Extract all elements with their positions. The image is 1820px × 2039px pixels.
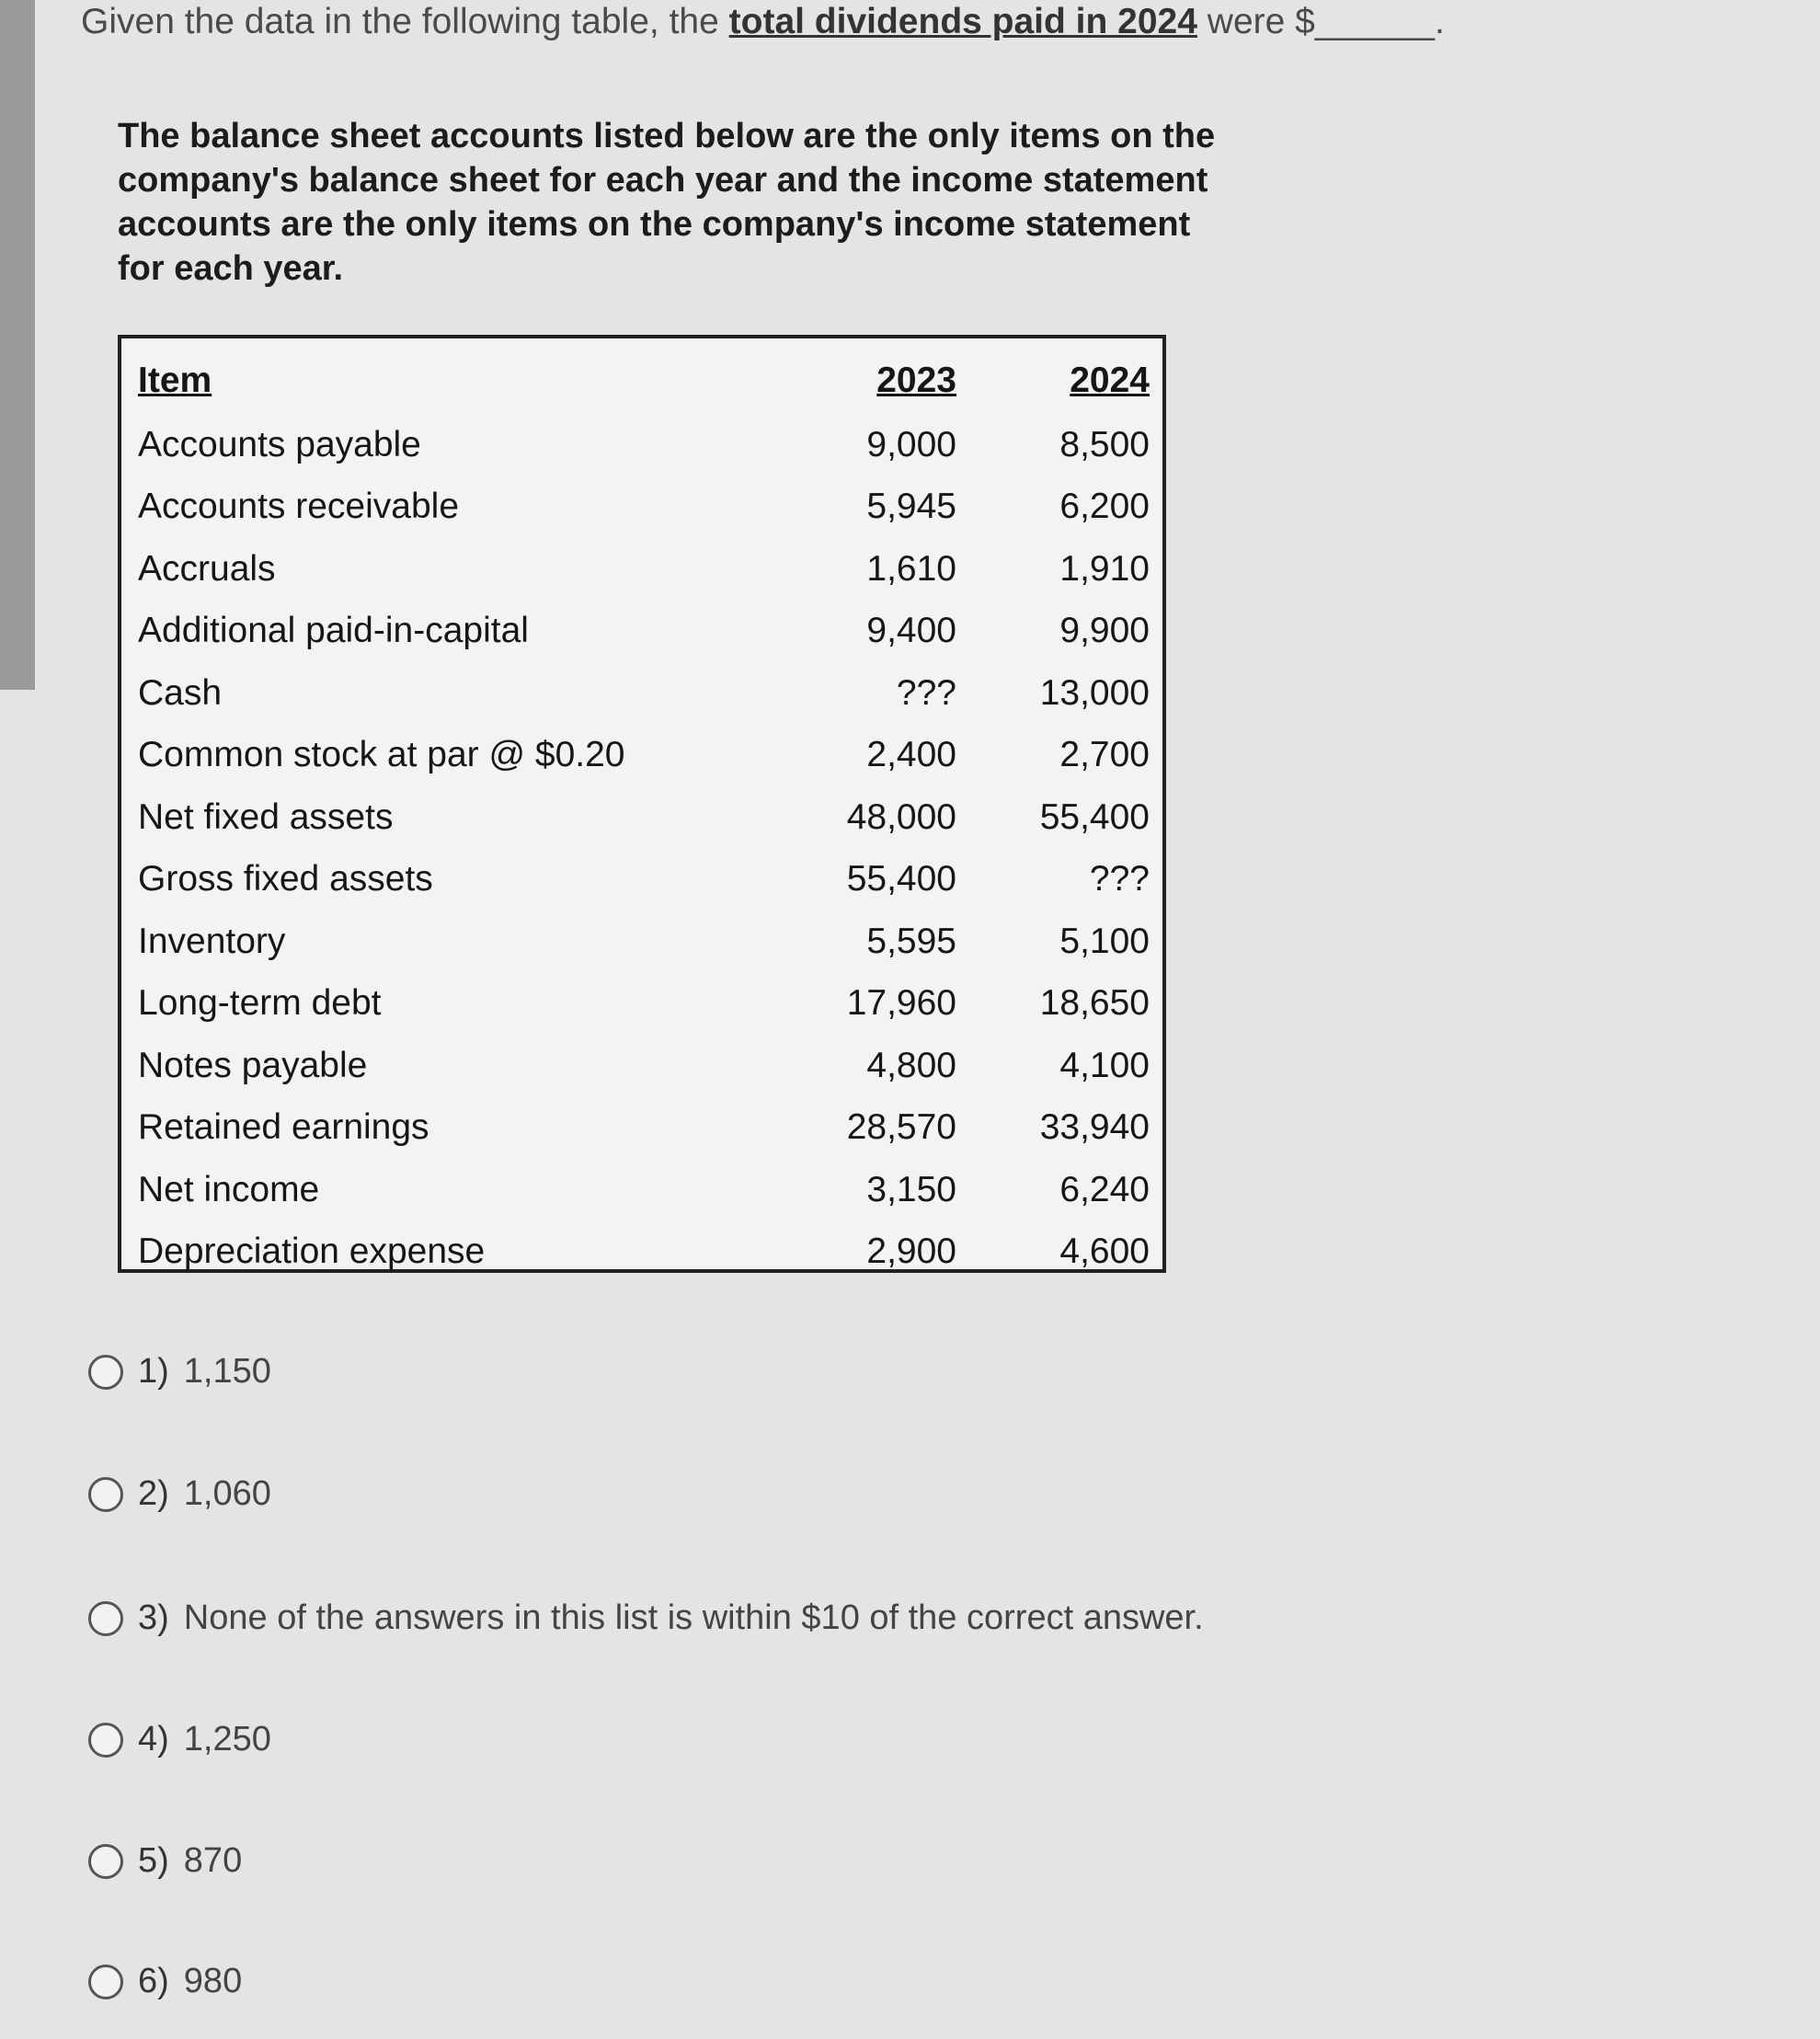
value-2023: 5,595 [866, 921, 956, 961]
row-label: Net income [138, 1169, 320, 1209]
value-2023: ??? [896, 672, 956, 713]
header-item: Item [138, 361, 212, 400]
row-label: Notes payable [138, 1045, 368, 1085]
row-label: Inventory [138, 921, 286, 961]
radio-button[interactable] [88, 1355, 123, 1390]
question-prefix: Given the data in the following table, the [81, 2, 729, 41]
answer-option-3[interactable] [88, 1598, 1204, 1638]
value-2024: ??? [1089, 859, 1150, 899]
value-2023: 4,800 [866, 1045, 956, 1085]
question-suffix: were $ [1196, 2, 1315, 41]
value-2023: 5,945 [866, 487, 956, 527]
intro-line: for each year. [118, 249, 344, 288]
table-row [138, 601, 1150, 663]
option-number: 1) [138, 1352, 169, 1391]
answer-option-5[interactable] [88, 1841, 242, 1881]
value-2024: 2,700 [1059, 735, 1150, 775]
intro-paragraph [118, 114, 1221, 291]
option-text: 1,060 [183, 1474, 271, 1513]
value-2024: 33,940 [1039, 1107, 1150, 1148]
value-2024: 1,910 [1059, 548, 1150, 589]
table-row [138, 973, 1150, 1036]
value-2024: 5,100 [1059, 921, 1150, 961]
table-header-row [138, 348, 1150, 414]
value-2023: 1,610 [866, 548, 956, 589]
data-table-box [118, 335, 1166, 1273]
question-text [81, 2, 1445, 42]
value-2023: 17,960 [846, 983, 956, 1024]
row-label: Depreciation expense [138, 1231, 486, 1272]
table-row [138, 911, 1150, 973]
option-number: 2) [138, 1474, 169, 1513]
option-text: 1,250 [183, 1720, 271, 1758]
table-row [138, 476, 1150, 539]
table-row [138, 786, 1150, 849]
radio-button[interactable] [88, 1723, 123, 1758]
answer-option-4[interactable] [88, 1720, 271, 1759]
value-2024: 13,000 [1039, 672, 1150, 713]
data-table [138, 348, 1150, 1283]
table-row [138, 849, 1150, 911]
option-text: None of the answers in this list is within $10 of the correct answer. [183, 1598, 1204, 1637]
value-2024: 4,600 [1059, 1231, 1150, 1272]
header-2023: 2023 [876, 361, 956, 400]
row-label: Accounts receivable [138, 487, 460, 527]
answer-option-1[interactable] [88, 1352, 271, 1392]
radio-button[interactable] [88, 1601, 123, 1636]
value-2023: 3,150 [866, 1169, 956, 1209]
value-2023: 28,570 [846, 1107, 956, 1148]
row-label: Cash [138, 672, 223, 713]
value-2023: 9,000 [866, 424, 956, 464]
row-label: Gross fixed assets [138, 859, 433, 899]
row-label: Long-term debt [138, 983, 382, 1024]
radio-button[interactable] [88, 1477, 123, 1512]
row-label: Additional paid-in-capital [138, 611, 529, 651]
table-row [138, 662, 1150, 725]
value-2024: 4,100 [1059, 1045, 1150, 1085]
table-row [138, 1221, 1150, 1284]
question-emphasis: total dividends paid in 2024 [728, 2, 1197, 41]
answer-option-6[interactable] [88, 1962, 242, 2001]
value-2024: 18,650 [1039, 983, 1150, 1024]
answer-blank: ______. [1314, 2, 1445, 41]
value-2024: 6,240 [1059, 1169, 1150, 1209]
option-number: 3) [138, 1598, 169, 1637]
value-2023: 55,400 [846, 859, 956, 899]
row-label: Retained earnings [138, 1107, 429, 1148]
intro-line: accounts are the only items on the company's income statement [118, 205, 1191, 244]
row-label: Accounts payable [138, 424, 421, 464]
table-row [138, 1159, 1150, 1221]
option-number: 4) [138, 1720, 169, 1758]
left-margin-bar [0, 0, 35, 690]
value-2023: 9,400 [866, 611, 956, 651]
option-number: 5) [138, 1841, 169, 1880]
table-row [138, 414, 1150, 476]
row-label: Common stock at par @ $0.20 [138, 735, 625, 775]
intro-line: company's balance sheet for each year and the income statement [118, 161, 1208, 200]
option-text: 870 [183, 1841, 243, 1880]
value-2024: 55,400 [1039, 796, 1150, 837]
header-2024: 2024 [1070, 361, 1150, 400]
option-text: 1,150 [183, 1352, 271, 1391]
table-row [138, 725, 1150, 787]
value-2023: 48,000 [846, 796, 956, 837]
option-number: 6) [138, 1962, 169, 2000]
table-row [138, 1035, 1150, 1097]
radio-button[interactable] [88, 1844, 123, 1879]
value-2023: 2,400 [866, 735, 956, 775]
value-2024: 9,900 [1059, 611, 1150, 651]
answer-option-2[interactable] [88, 1474, 271, 1514]
row-label: Net fixed assets [138, 796, 394, 837]
value-2023: 2,900 [866, 1231, 956, 1272]
table-row [138, 538, 1150, 601]
option-text: 980 [183, 1962, 243, 2000]
row-label: Accruals [138, 548, 276, 589]
table-row [138, 1097, 1150, 1160]
intro-line: The balance sheet accounts listed below are the only items on the [118, 117, 1216, 155]
value-2024: 6,200 [1059, 487, 1150, 527]
value-2024: 8,500 [1059, 424, 1150, 464]
radio-button[interactable] [88, 1965, 123, 1999]
